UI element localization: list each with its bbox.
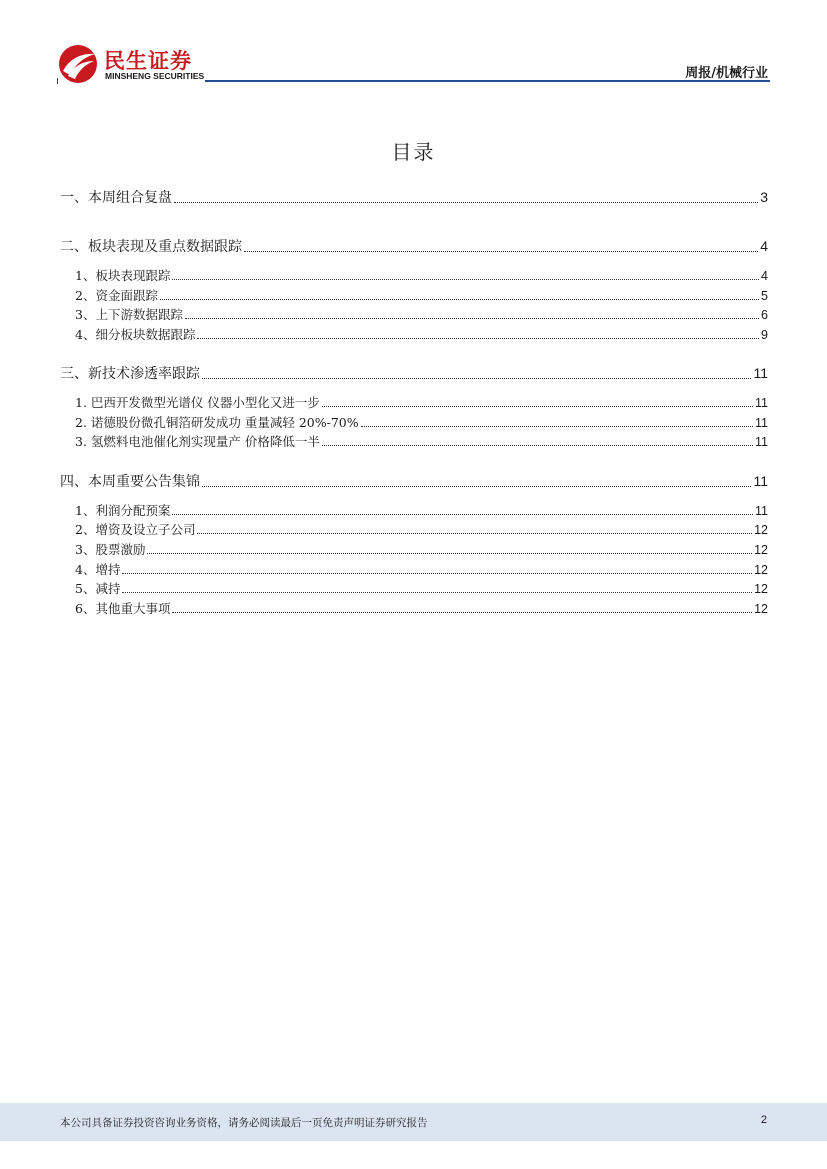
- toc-entry-page: 3: [760, 189, 768, 205]
- toc-subentry[interactable]: [75, 599, 768, 617]
- toc-leader-dots: [202, 485, 751, 487]
- page-header: [0, 0, 827, 90]
- toc-leader-dots: [172, 513, 753, 515]
- toc-subentry[interactable]: [75, 560, 768, 578]
- toc-subentry[interactable]: [75, 579, 768, 597]
- toc-entry-page: 5: [761, 289, 768, 303]
- toc-entry-page: 12: [754, 543, 768, 557]
- toc-leader-dots: [172, 611, 752, 613]
- toc-entry-label: 1. 巴西开发微型光谱仪 仪器小型化又进一步: [75, 395, 320, 410]
- toc-entry-label: 6、其他重大事项: [75, 601, 171, 616]
- corner-mark: [57, 78, 58, 84]
- toc-entry-label: 3、股票激励: [75, 542, 146, 557]
- toc-subentry[interactable]: [75, 305, 768, 323]
- toc-entry-label: 1、利润分配预案: [75, 503, 171, 518]
- toc-entry[interactable]: [60, 363, 768, 383]
- toc-leader-dots: [361, 425, 753, 427]
- toc-entry-label: 3. 氢燃料电池催化剂实现量产 价格降低一半: [75, 434, 320, 449]
- toc-entry[interactable]: [60, 471, 768, 491]
- toc-entry-page: 11: [755, 504, 768, 518]
- toc-entry-page: 11: [755, 435, 768, 449]
- toc-subentry[interactable]: [75, 413, 768, 431]
- toc-leader-dots: [197, 337, 759, 339]
- toc-entry-page: 4: [760, 238, 768, 254]
- toc-subentry[interactable]: [75, 520, 768, 538]
- toc-entry-page: 9: [761, 328, 768, 342]
- toc-entry-label: 四、本周重要公告集锦: [60, 474, 200, 490]
- toc-entry-label: 3、上下游数据跟踪: [75, 307, 183, 322]
- toc-subentry[interactable]: [75, 266, 768, 284]
- report-category-tag: 周报/机械行业: [685, 66, 768, 81]
- toc-entry-label: 2、增资及设立子公司: [75, 522, 196, 537]
- toc-entry-page: 6: [761, 308, 768, 322]
- minsheng-logo-mark-icon: [58, 44, 98, 84]
- toc-subentry[interactable]: [75, 393, 768, 411]
- toc-entry-label: 二、板块表现及重点数据跟踪: [60, 239, 242, 255]
- page-number: 2: [760, 1114, 767, 1126]
- toc-leader-dots: [197, 532, 752, 534]
- toc-subentry[interactable]: [75, 501, 768, 519]
- toc-leader-dots: [322, 405, 753, 407]
- toc-leader-dots: [122, 591, 752, 593]
- toc-subentry[interactable]: [75, 325, 768, 343]
- toc-entry-label: 5、减持: [75, 581, 121, 596]
- page-footer: [0, 1103, 827, 1141]
- toc-leader-dots: [172, 278, 759, 280]
- toc-entry-label: 4、细分板块数据跟踪: [75, 327, 196, 342]
- toc-entry-page: 12: [754, 523, 768, 537]
- footer-disclaimer: 本公司具备证券投资咨询业务资格，请务必阅读最后一页免责声明证券研究报告: [60, 1117, 428, 1129]
- toc-entry-page: 12: [754, 563, 768, 577]
- toc-leader-dots: [147, 552, 752, 554]
- toc-leader-dots: [174, 201, 758, 203]
- toc-leader-dots: [160, 298, 759, 300]
- toc-entry-label: 2. 诺德股份微孔铜箔研发成功 重量减轻 20%-70%: [75, 415, 359, 430]
- toc-entry-page: 11: [753, 365, 768, 381]
- logo-english-name: MINSHENG SECURITIES: [105, 71, 205, 81]
- toc-entry-page: 11: [755, 416, 768, 430]
- toc-entry-label: 2、资金面跟踪: [75, 288, 158, 303]
- toc-entry-label: 三、新技术渗透率跟踪: [60, 366, 200, 382]
- toc-entry[interactable]: [60, 187, 768, 207]
- toc-leader-dots: [185, 317, 759, 319]
- toc-entry-label: 1、板块表现跟踪: [75, 268, 171, 283]
- toc-entry-page: 11: [753, 473, 768, 489]
- toc-entry-page: 12: [754, 602, 768, 616]
- toc-leader-dots: [322, 444, 753, 446]
- toc-title: 目录: [391, 140, 436, 164]
- toc-entry-label: 4、增持: [75, 562, 121, 577]
- toc-leader-dots: [122, 572, 752, 574]
- toc-entry-page: 12: [754, 582, 768, 596]
- toc-entry-page: 4: [761, 269, 768, 283]
- toc-subentry[interactable]: [75, 286, 768, 304]
- logo-chinese-name: 民生证券: [104, 49, 192, 73]
- toc-entry-page: 11: [755, 396, 768, 410]
- toc-entry-label: 一、本周组合复盘: [60, 190, 172, 206]
- minsheng-logo: [58, 44, 208, 84]
- toc-leader-dots: [244, 250, 758, 252]
- toc-subentry[interactable]: [75, 432, 768, 450]
- toc-entry[interactable]: [60, 236, 768, 256]
- toc-subentry[interactable]: [75, 540, 768, 558]
- toc-leader-dots: [202, 377, 751, 379]
